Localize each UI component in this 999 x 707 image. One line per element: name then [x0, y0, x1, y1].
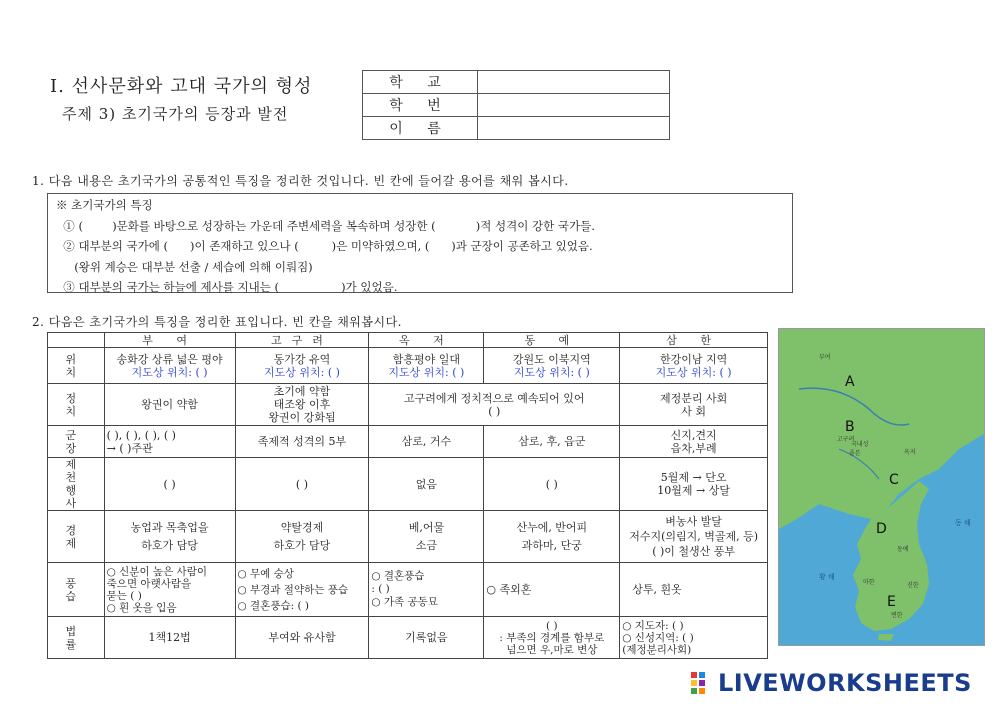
worksheet-title: Ⅰ. 선사문화와 고대 국가의 형성	[50, 76, 313, 97]
samhan-festival: 5월제 → 단오 10월제 → 상달	[620, 458, 768, 511]
buyeo-law: 1책12법	[104, 617, 235, 659]
okjeo-law: 기록없음	[369, 617, 484, 659]
buyeo-economy: 농업과 목축업을 하호가 담당	[104, 511, 235, 563]
buyeo-politics: 왕권이 약함	[104, 384, 235, 426]
samhan-law[interactable]: ○ 지도자: ( ) ○ 신성지역: ( ) (제정분리사회)	[620, 617, 768, 659]
dongye-festival[interactable]: ( )	[484, 458, 620, 511]
table-row	[48, 563, 768, 617]
school-label: 학 교	[363, 71, 478, 94]
okjeo-location: 함흥평야 일대 지도상 위치: ( )	[369, 348, 484, 384]
row-label-chief: 군 장	[48, 426, 105, 458]
samhan-chief: 신지,견지 읍차,부례	[620, 426, 768, 458]
goguryeo-economy: 약탈경제 하호가 담당	[235, 511, 369, 563]
table-row	[48, 458, 768, 511]
map-hint[interactable]: 지도상 위치: ( )	[513, 365, 590, 379]
row-label-customs: 풍 습	[48, 563, 105, 617]
features-box	[47, 193, 793, 293]
map-place-label: 옥저	[904, 449, 916, 456]
samhan-customs: 상투, 흰옷	[620, 563, 768, 617]
name-field[interactable]	[478, 117, 670, 140]
row-label-economy: 경 제	[48, 511, 105, 563]
row-label-festival: 제 천 행 사	[48, 458, 105, 511]
map-image	[779, 329, 984, 645]
map-place-label: 졸본	[849, 450, 861, 457]
goguryeo-customs[interactable]: ○ 무예 숭상 ○ 부경과 절약하는 풍습 ○ 결혼풍습: ( )	[235, 563, 369, 617]
buyeo-customs[interactable]: ○ 신분이 높은 사람이 죽으면 아랫사람을 묻는 ( ) ○ 흰 옷을 입음	[104, 563, 235, 617]
map-place-label: 고구려	[837, 436, 855, 443]
korea-map	[778, 328, 985, 646]
map-hint[interactable]: 지도상 위치: ( )	[655, 365, 732, 379]
map-label-c[interactable]: C	[889, 472, 899, 488]
student-number-field[interactable]	[478, 94, 670, 117]
dongye-location: 강원도 이북지역 지도상 위치: ( )	[484, 348, 620, 384]
table-header-row	[48, 333, 768, 348]
dongye-economy: 산누에, 반어피 과하마, 단궁	[484, 511, 620, 563]
name-label: 이 름	[363, 117, 478, 140]
school-field[interactable]	[478, 71, 670, 94]
okjeo-customs[interactable]: ○ 결혼풍습 : ( ) ○ 가족 공동묘	[369, 563, 484, 617]
dongye-chief: 삼로, 후, 읍군	[484, 426, 620, 458]
map-hint[interactable]: 지도상 위치: ( )	[388, 365, 465, 379]
buyeo-festival[interactable]: ( )	[104, 458, 235, 511]
question-1-prompt: 1. 다음 내용은 초기국가의 공통적인 특징을 정리한 것입니다. 빈 칸에 들어갈 용어를 채워 봅시다.	[32, 174, 569, 188]
okjeo-chief: 삼로, 거수	[369, 426, 484, 458]
worksheet-subtitle: 주제 3) 초기국가의 등장과 발전	[62, 105, 289, 123]
map-place-label: 부여	[819, 354, 831, 361]
buyeo-chief[interactable]: ( ), ( ), ( ), ( ) → ( )주관	[104, 426, 235, 458]
okjeo-festival: 없음	[369, 458, 484, 511]
samhan-politics[interactable]: 제정분리 사회 사 회	[620, 384, 768, 426]
map-place-label: 마한	[863, 579, 875, 586]
feature-line-1: ① ( )문화를 바탕으로 성장하는 가운데 주변세력을 복속하며 성장한 ( )적 성격이 강한 국가들.	[56, 218, 595, 233]
row-label-law: 법 률	[48, 617, 105, 659]
okjeo-dongye-politics[interactable]: 고구려에게 정치적으로 예속되어 있어 ( )	[369, 384, 620, 426]
goguryeo-politics: 초기에 약함 태조왕 이후 왕권이 강화됨	[235, 384, 369, 426]
col-goguryeo: 고구려	[235, 333, 369, 348]
buyeo-location: 송화강 상류 넓은 평야 지도상 위치: ( )	[104, 348, 235, 384]
student-info-table	[362, 70, 670, 140]
map-sea-label: 동 해	[955, 519, 971, 527]
map-label-a[interactable]: A	[845, 374, 855, 390]
map-label-b[interactable]: B	[845, 419, 855, 435]
map-hint[interactable]: 지도상 위치: ( )	[263, 365, 340, 379]
dongye-law[interactable]: ( ) : 부족의 경계를 함부로 넘으면 우,마로 변상	[484, 617, 620, 659]
map-place-label: 진한	[907, 582, 919, 589]
features-heading: ※ 초기국가의 특징	[56, 198, 153, 212]
liveworksheets-logo-text: LIVEWORKSHEETS	[718, 669, 972, 697]
col-samhan: 삼 한	[620, 333, 768, 348]
okjeo-economy: 베,어물 소금	[369, 511, 484, 563]
map-label-e[interactable]: E	[887, 594, 896, 610]
row-label-location: 위 치	[48, 348, 105, 384]
samhan-economy[interactable]: 벼농사 발달 저수지(의림지, 벽골제, 등) ( )이 철생산 풍부	[620, 511, 768, 563]
map-place-label: 동예	[897, 546, 909, 553]
map-label-d[interactable]: D	[876, 521, 887, 537]
col-buyeo: 부 여	[104, 333, 235, 348]
col-okjeo: 옥 저	[369, 333, 484, 348]
map-place-label: 국내성	[851, 441, 869, 448]
table-row	[48, 348, 768, 384]
goguryeo-festival[interactable]: ( )	[235, 458, 369, 511]
feature-line-2: ② 대부분의 국가에 ( )이 존재하고 있으나 ( )은 미약하였으며, ( )과 군장이 공존하고 있었음.	[56, 239, 593, 253]
map-sea-label: 황 해	[819, 573, 835, 581]
table-row	[48, 384, 768, 426]
goguryeo-chief: 족제적 성격의 5부	[235, 426, 369, 458]
table-row	[48, 617, 768, 659]
goguryeo-law: 부여와 유사함	[235, 617, 369, 659]
early-states-table	[47, 332, 768, 659]
corner-cell	[48, 333, 105, 348]
question-2-prompt: 2. 다음은 초기국가의 특징을 정리한 표입니다. 빈 칸을 채워봅시다.	[32, 315, 402, 329]
map-hint[interactable]: 지도상 위치: ( )	[131, 365, 208, 379]
row-label-politics: 정 치	[48, 384, 105, 426]
table-row	[48, 511, 768, 563]
col-dongye: 동 예	[484, 333, 620, 348]
student-number-label: 학 번	[363, 94, 478, 117]
feature-line-2-note: (왕위 계승은 대부분 선출 / 세습에 의해 이뤄짐)	[56, 259, 313, 274]
goguryeo-location: 동가강 유역 지도상 위치: ( )	[235, 348, 369, 384]
map-place-label: 변한	[891, 612, 903, 619]
feature-line-3: ③ 대부분의 국가는 하늘에 제사를 지내는 ( )가 있었음.	[56, 280, 398, 294]
samhan-location: 한강이남 지역 지도상 위치: ( )	[620, 348, 768, 384]
table-row	[48, 426, 768, 458]
dongye-customs: ○ 족외혼	[484, 563, 620, 617]
liveworksheets-logo-icon	[691, 672, 719, 694]
